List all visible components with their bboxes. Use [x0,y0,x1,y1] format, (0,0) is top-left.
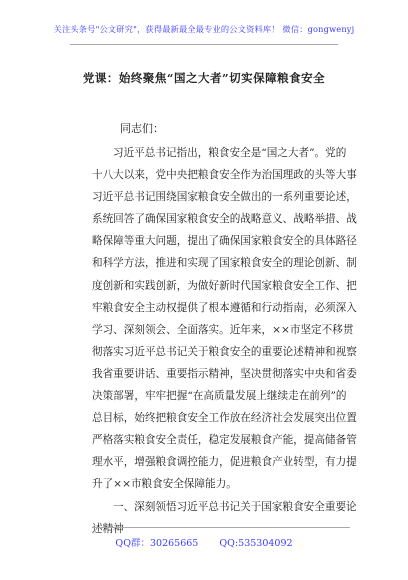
body-line: 理水平，增强粮食调控能力，促进粮食产业转型，有力提 [92,456,357,469]
body-line: 十八大以来，党中央把粮食安全作为治国理政的头等大事 [92,169,357,182]
body-line: 习近平总书记围绕国家粮食安全做出的一系列重要论述， [92,191,357,204]
document-title: 党课：始终聚焦“国之大者”切实保障粮食安全 [82,71,326,85]
body-line: 总目标，始终把粮食安全工作放在经济社会发展突出位置 [92,412,357,425]
body-line: 和科学方法，推进和实现了国家粮食安全的理论创新、制 [92,257,357,270]
body-line: 我省重要讲话、重要指示精神，坚决贯彻落实中央和省委 [92,367,357,380]
section-heading-line: 一、深刻领悟习近平总书记关于国家粮食安全重要论 [113,500,357,513]
body-line: 牢粮食安全主动权提供了根本遵循和行动指南，必须深入 [92,301,357,314]
body-line: 度创新和实践创新，为做好新时代国家粮食安全工作、把 [92,279,357,292]
footer-qq-group: QQ群：30265665 [115,538,199,549]
salutation: 同志们： [120,122,164,135]
section-heading-line: 述精神 [92,522,124,535]
body-line: 决策部署，牢牢把握“在高质量发展上继续走在前列”的 [92,390,347,403]
body-line: 略保障等重大问题，提出了确保国家粮食安全的具体路径 [92,235,357,248]
body-line: 学习、深刻领会、全面落实。近年来，××市坚定不移贯 [92,323,354,336]
body-line: 彻落实习近平总书记关于粮食安全的重要论述精神和视察 [92,345,357,358]
body-line: 习近平总书记指出，粮食安全是“国之大者”。党的 [113,147,347,159]
document-body [92,142,357,540]
footer-divider [92,527,350,528]
body-line: 系统回答了确保国家粮食安全的战略意义、战略举措、战 [92,213,357,226]
body-line: 升了××市粮食安全保障能力。 [92,478,237,491]
body-line: 严格落实粮食安全责任，稳定发展粮食产能，提高储备管 [92,434,357,447]
header-promo-note: 关注头条号"公文研究"，获得最新最全最专业的公文资料库！ 微信：gongwenyj [53,24,355,34]
footer-qq-number: QQ:535304092 [219,538,293,549]
header-divider [70,44,338,45]
footer-contacts [0,535,408,549]
